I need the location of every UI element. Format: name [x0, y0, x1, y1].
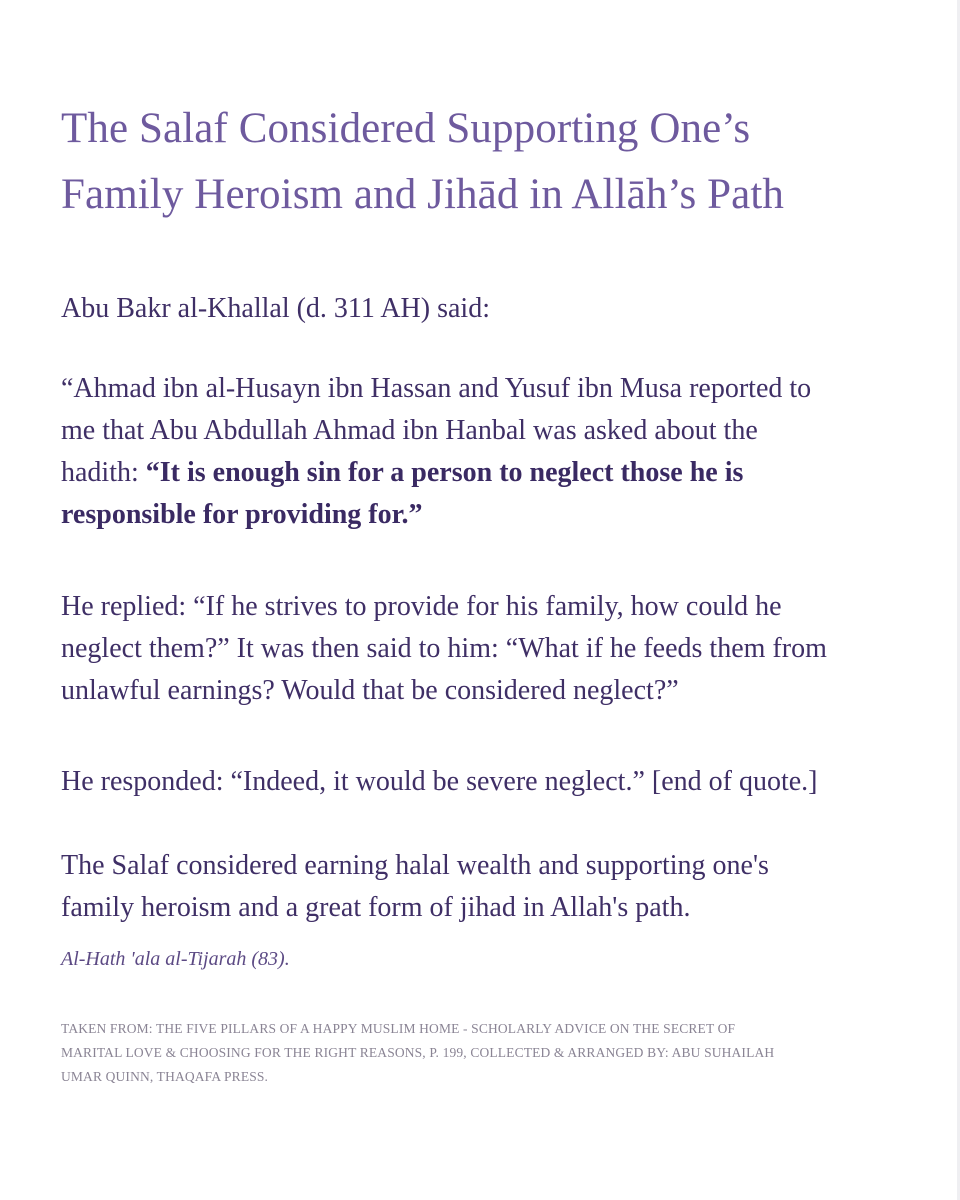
intro-line: Abu Bakr al-Khallal (d. 311 AH) said: [61, 293, 490, 324]
reply-line-3: unlawful earnings? Would that be considered neglect?” [61, 675, 679, 706]
hadith-text-part-1: “It is enough sin for a person to neglect those he is [145, 457, 744, 488]
page-title [61, 96, 921, 228]
reply-line-1: He replied: “If he strives to provide for his family, how could he [61, 591, 782, 622]
credit-line-1: TAKEN FROM: THE FIVE PILLARS OF A HAPPY MUSLIM HOME - SCHOLARLY ADVICE ON THE SECRET OF [61, 1021, 736, 1036]
title-line-1: The Salaf Considered Supporting One’s [61, 105, 751, 152]
conclusion-line-2: family heroism and a great form of jihad in Allah's path. [61, 892, 691, 923]
credit-line-3: UMAR QUINN, THAQAFA PRESS. [61, 1069, 269, 1084]
book-credit [61, 1017, 931, 1089]
conclusion-line-1: The Salaf considered earning halal wealth and supporting one's [61, 850, 769, 881]
intro-paragraph [61, 288, 921, 330]
quote-line-1: “Ahmad ibn al-Husayn ibn Hassan and Yusuf ibn Musa reported to [61, 373, 812, 404]
credit-line-2: MARITAL LOVE & CHOOSING FOR THE RIGHT REASONS, P. 199, COLLECTED & ARRANGED BY: ABU SUHAILAH [61, 1045, 775, 1060]
conclusion-paragraph [61, 845, 921, 929]
response-line: He responded: “Indeed, it would be severe neglect.” [end of quote.] [61, 766, 818, 797]
source-citation: Al-Hath 'ala al-Tijarah (83). [61, 948, 290, 970]
title-line-2: Family Heroism and Jihād in Allāh’s Path [61, 171, 785, 218]
quote-paragraph [61, 368, 921, 536]
quote-line-2: me that Abu Abdullah Ahmad ibn Hanbal was asked about the [61, 415, 758, 446]
quote-line-3 [61, 452, 921, 494]
reply-paragraph [61, 586, 921, 712]
reply-line-2: neglect them?” It was then said to him: “What if he feeds them from [61, 633, 827, 664]
response-paragraph [61, 761, 921, 803]
quote-line-3-prefix: hadith: [61, 457, 146, 488]
hadith-text-part-2: responsible for providing for.” [61, 499, 423, 530]
